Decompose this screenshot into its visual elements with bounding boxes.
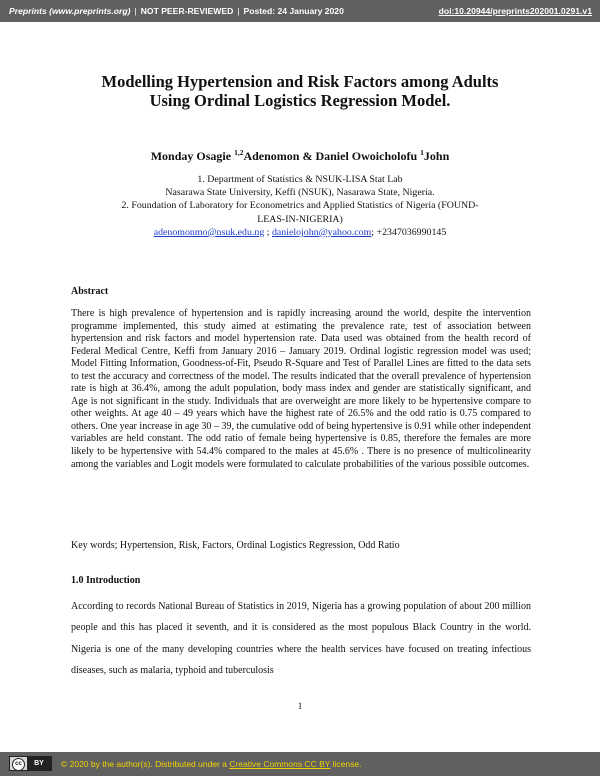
cc-by-badge[interactable] bbox=[9, 756, 52, 771]
posted-date: Posted: 24 January 2020 bbox=[243, 6, 344, 16]
header-left bbox=[9, 6, 344, 16]
affiliation-1-univ: Nasarawa State University, Keffi (NSUK), Nasarawa State, Nigeria. bbox=[165, 187, 435, 199]
doi-link[interactable]: doi:10.20944/preprints202001.0291.v1 bbox=[438, 6, 592, 16]
cc-by-label: BY bbox=[27, 757, 51, 770]
author-1-affil-marker: 1,2 bbox=[234, 148, 244, 157]
author-2-given: Daniel Owoicholofu bbox=[315, 149, 418, 163]
contact-line bbox=[70, 226, 530, 239]
page-number: 1 bbox=[297, 701, 303, 711]
header-separator: | bbox=[134, 6, 137, 16]
author-2-affil-marker: 1 bbox=[420, 148, 424, 157]
affiliation-1-dept: 1. Department of Statistics & NSUK-LISA Stat Lab bbox=[197, 174, 403, 185]
review-status: NOT PEER-REVIEWED bbox=[140, 6, 234, 16]
license-text bbox=[61, 759, 361, 769]
author-conjunction: & bbox=[302, 149, 313, 163]
introduction-text: According to records National Bureau of Statistics in 2019, Nigeria has a growing population of about 200 million people and this has placed it seventh, and it is considered as the most populous Black Country in the world. Nigeria is one of the many developing countries where the health services have focused on treating infectious diseases, such as malaria, typhoid and tuberculosis bbox=[71, 601, 531, 676]
affiliations bbox=[70, 173, 530, 239]
author-1-surname: Adenomon bbox=[243, 149, 300, 163]
keywords: Key words; Hypertension, Risk, Factors, Ordinal Logistics Regression, Odd Ratio bbox=[71, 540, 400, 551]
section-heading-introduction: 1.0 Introduction bbox=[71, 575, 141, 586]
title-line-1: Modelling Hypertension and Risk Factors among Adults bbox=[101, 72, 499, 91]
preprints-brand-link[interactable]: Preprints (www.preprints.org) bbox=[9, 6, 131, 16]
author-2-surname: John bbox=[423, 149, 450, 163]
email-link-2[interactable]: danielojohn@yahoo.com bbox=[271, 226, 372, 238]
preprint-header-bar bbox=[0, 0, 600, 22]
title-line-2: Using Ordinal Logistics Regression Model. bbox=[149, 91, 451, 110]
phone-number: ; +2347036990145 bbox=[371, 226, 447, 238]
author-1-given: Monday Osagie bbox=[150, 149, 232, 163]
paper-title bbox=[60, 72, 540, 110]
header-separator: | bbox=[237, 6, 240, 16]
license-link[interactable]: Creative Commons CC BY bbox=[229, 759, 331, 769]
abstract-text: There is high prevalence of hypertension and is rapidly increasing around the world, despite the intervention programme implemented, this study aimed at estimating the prevalence rate, test of association between hypertension and risk factors and model hypertension rate. Data used was obtained from the health record of Federal Medical Centre, Keffi from January 2016 – January 2019. Ordinal logistic regression model was used; Model Fitting Information, Goodness-of-Fit, Pseudo R-Square and Test of Parallel Lines are fitted to the data sets to test the accuracy and correctness of the model. The results indicated that the overall prevalence of hypertension rate is high at 36.4%, among the adult population, body mass index and gender are statistically significant, and Age is not significant in the study. Individuals that are overweight are more likely to be hypertensive compare to other weights. At age 40 – 49 years which have the highest rate of 26.5% and the odd ratio is 0.75 compared to others. One year increase in age 30 – 39, the cumulative odd of being hypertensive is 0.91 while other independent variables are held constant. The odd ratio of female being hypertensive is 0.85, therefore the females are more likely to be hypertensive with 54.4% compared to the males at 45.6% . There is no presence of multicolinearity among the variables and Logit models were formulated to calculate probabilities of the various possible outcomes. bbox=[71, 308, 531, 470]
affiliation-2-org: 2. Foundation of Laboratory for Econometrics and Applied Statistics of Nigeria (FOUND- bbox=[121, 200, 479, 212]
license-suffix: license. bbox=[330, 759, 362, 769]
affiliation-2-org-cont: LEAS-IN-NIGERIA) bbox=[257, 213, 343, 225]
email-separator: ; bbox=[264, 226, 272, 238]
license-footer-bar bbox=[0, 752, 600, 776]
copyright-text: © 2020 by the author(s). Distributed under a bbox=[61, 759, 230, 769]
email-link-1[interactable]: adenomonmo@nsuk.edu.ng bbox=[153, 226, 265, 238]
author-line bbox=[60, 148, 540, 164]
abstract-heading: Abstract bbox=[71, 286, 109, 297]
creative-commons-icon: cc bbox=[12, 758, 25, 771]
